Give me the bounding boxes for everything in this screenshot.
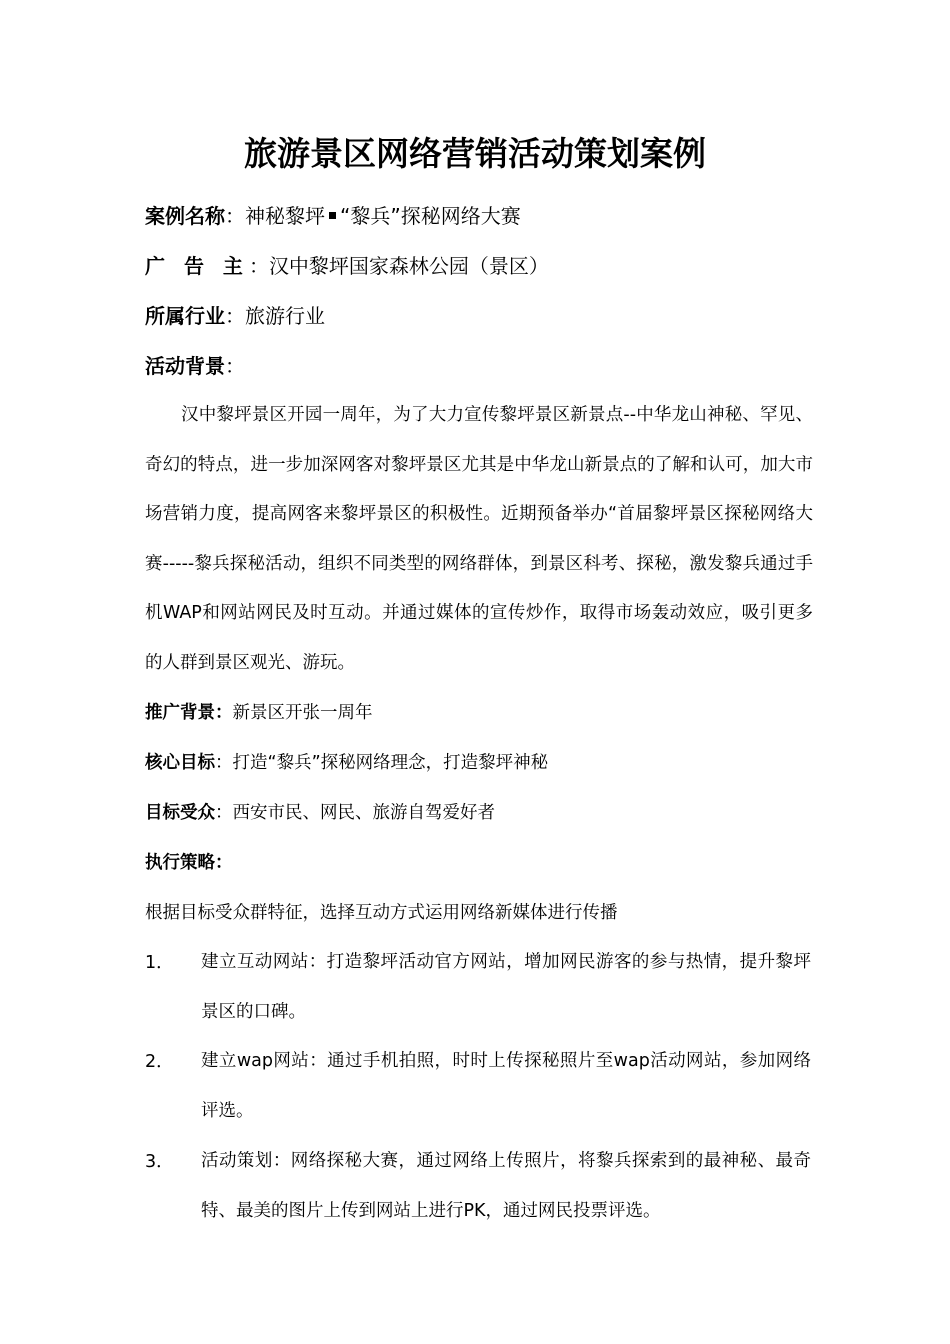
strategy-item-number: 2． (145, 1052, 174, 1072)
activity-background-sep: ： (225, 354, 245, 378)
strategy-label: 执行策略： (145, 853, 233, 873)
strategy-item-number: 1． (145, 953, 174, 973)
industry-label: 所属行业 (145, 304, 225, 328)
strategy-item-text: 建立互动网站：打造黎坪活动官方网站，增加网民游客的参与热情，提升黎坪景区的口碑。 (201, 952, 811, 1022)
advertiser-line (145, 251, 549, 281)
activity-background-label: 活动背景 (145, 354, 225, 378)
advertiser-value: 汉中黎坪国家森林公园（景区） (268, 254, 549, 278)
core-goal-line (145, 748, 548, 778)
promo-background-line (145, 698, 373, 728)
target-audience-sep: ： (215, 803, 233, 823)
target-audience-value: 西安市民、网民、旅游自驾爱好者 (232, 803, 495, 823)
activity-background-heading (145, 351, 245, 381)
advertiser-sep: ： (248, 254, 269, 278)
core-goal-sep: ： (215, 753, 233, 773)
bullet-icon (329, 212, 336, 219)
strategy-heading (145, 848, 233, 878)
document-title: 旅游景区网络营销活动策划案例 (244, 134, 706, 173)
case-name-label: 案例名称 (145, 204, 225, 228)
strategy-item-text: 建立wap网站：通过手机拍照，时时上传探秘照片至wap活动网站，参加网络评选。 (201, 1051, 811, 1121)
background-paragraph: 汉中黎坪景区开园一周年，为了大力宣传黎坪景区新景点--中华龙山神秘、罕见、奇幻的特点，进一步加深网客对黎坪景区尤其是中华龙山新景点的了解和认可，加大市场营销力度，提高网客来黎坪景区的积极性。近期预备举办“首届黎坪景区探秘网络大赛-----黎兵探秘活动，组织不同类型的网络群体，到景区科考、探秘，激发黎兵通过手机WAP和网站网民及时互动。并通过媒体的宣传炒作，取得市场轰动效应，吸引更多的人群到景区观光、游玩。 (145, 405, 813, 673)
strategy-item-text: 活动策划：网络探秘大赛，通过网络上传照片，将黎兵探索到的最神秘、最奇特、最美的图片上传到网站上进行PK，通过网民投票评选。 (201, 1151, 811, 1221)
industry-sep: ： (225, 304, 245, 328)
target-audience-label: 目标受众 (145, 803, 215, 823)
case-name-sep: ： (225, 204, 245, 228)
target-audience-line (145, 798, 495, 828)
industry-value: 旅游行业 (245, 304, 325, 328)
case-name-value-b: “黎兵”探秘网络大赛 (340, 204, 521, 228)
promo-background-label: 推广背景： (145, 703, 233, 723)
advertiser-label: 广 告 主 (145, 254, 249, 278)
case-name-value-a: 神秘黎坪 (245, 204, 325, 228)
core-goal-value: 打造“黎兵”探秘网络理念，打造黎坪神秘 (232, 753, 549, 773)
promo-background-value: 新景区开张一周年 (232, 703, 373, 723)
strategy-item-number: 3． (145, 1152, 174, 1172)
core-goal-label: 核心目标 (145, 753, 215, 773)
strategy-intro: 根据目标受众群特征，选择互动方式运用网络新媒体进行传播 (145, 903, 618, 923)
case-name-line (145, 201, 521, 231)
industry-line (145, 301, 325, 331)
